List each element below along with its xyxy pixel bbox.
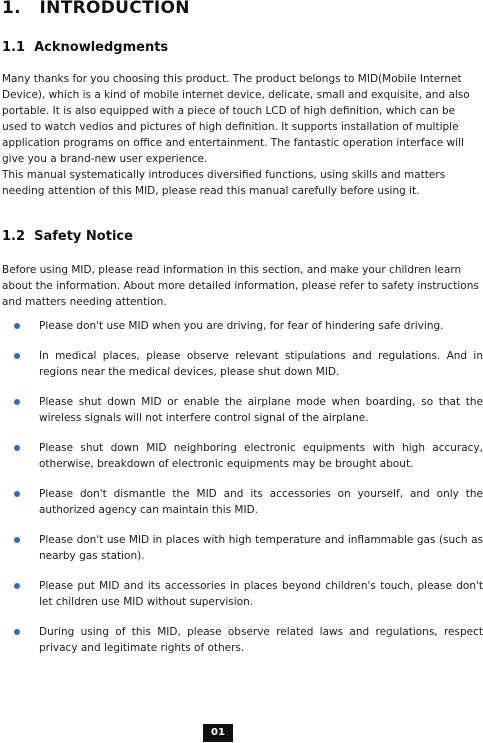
bullet-dot-icon <box>14 399 20 405</box>
bullet-dot-icon <box>14 583 20 589</box>
list-item <box>0 394 483 426</box>
list-item <box>0 486 483 518</box>
bullet-dot-icon <box>14 445 20 451</box>
list-item-text: During using of this MID, please observe related laws and regulations, respect privacy and legitimate rights of others. <box>39 626 483 654</box>
paragraph: This manual systematically introduces diversified functions, using skills and matters needing attention of this MID, please read this manual carefully before using it. <box>2 169 446 197</box>
list-item-text: Please shut down MID neighboring electronic equipments with high accuracy, otherwise, breakdown of electronic equipments may be brought about. <box>39 442 483 470</box>
section-title: Safety Notice <box>34 229 133 244</box>
bullet-dot-icon <box>14 491 20 497</box>
bullet-dot-icon <box>14 629 20 635</box>
chapter-heading <box>2 0 190 18</box>
bullet-dot-icon <box>14 353 20 359</box>
paragraph: Before using MID, please read information in this section, and make your children learn about the information. About more detailed information, please refer to safety instructions and matters needing attention. <box>2 264 479 308</box>
section-number: 1.2 <box>2 229 26 244</box>
chapter-number: 1. <box>2 0 21 18</box>
list-item <box>0 578 483 610</box>
acknowledgments-body <box>2 71 483 199</box>
list-item-text: Please shut down MID or enable the airplane mode when boarding, so that the wireless signals will not interfere control signal of the airplane. <box>39 396 483 424</box>
section-heading-acknowledgments <box>2 40 168 55</box>
bullet-dot-icon <box>14 537 20 543</box>
safety-bullet-list <box>0 318 483 670</box>
list-item-text: Please don't use MID when you are driving, for fear of hindering safe driving. <box>39 320 444 332</box>
list-item-text: Please don't use MID in places with high temperature and inflammable gas (such as nearby gas station). <box>39 534 483 562</box>
list-item-text: In medical places, please observe relevant stipulations and regulations. And in regions near the medical devices, please shut down MID. <box>39 350 483 378</box>
section-number: 1.1 <box>2 40 26 55</box>
list-item <box>0 440 483 472</box>
list-item <box>0 532 483 564</box>
safety-notice-body <box>2 262 483 310</box>
list-item-text: Please put MID and its accessories in places beyond children's touch, please don't let children use MID without supervision. <box>39 580 483 608</box>
list-item <box>0 624 483 656</box>
bullet-dot-icon <box>14 323 20 329</box>
page-number-badge: 01 <box>203 724 233 742</box>
list-item-text: Please don't dismantle the MID and its accessories on yourself, and only the authorized agency can maintain this MID. <box>39 488 483 516</box>
list-item <box>0 318 483 334</box>
paragraph: Many thanks for you choosing this product. The product belongs to MID(Mobile Internet Device), which is a kind of mobile internet device, delicate, small and exquisite, and also portable. It is also equipped with a piece of touch LCD of high definition, which can be used to watch vedios and pictures of high definition. It supports installation of multiple application programs on office and entertainment. The fantastic operation interface will give you a brand-new user experience. <box>2 73 470 165</box>
chapter-title: INTRODUCTION <box>39 0 190 18</box>
section-title: Acknowledgments <box>34 40 169 55</box>
section-heading-safety-notice <box>2 229 133 244</box>
list-item <box>0 348 483 380</box>
